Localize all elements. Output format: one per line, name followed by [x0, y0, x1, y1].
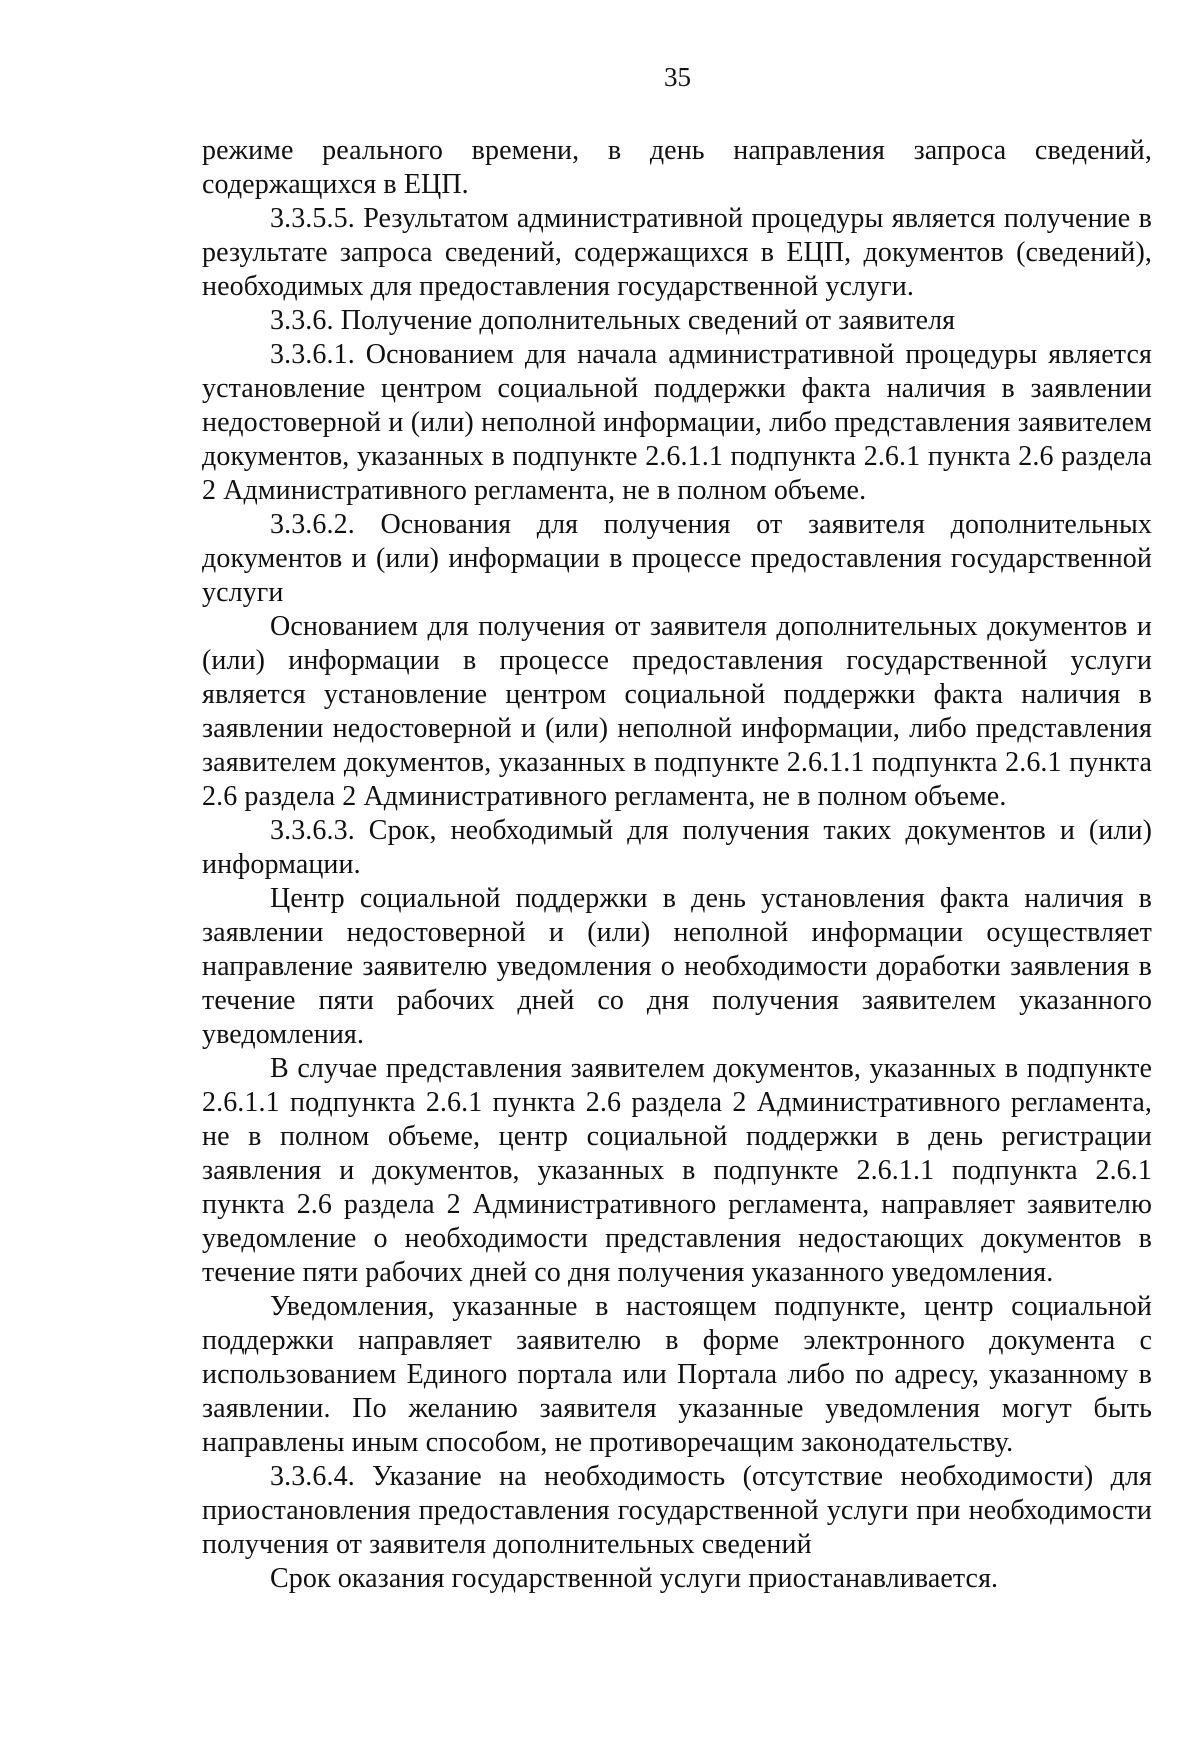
page-number: 35 [664, 62, 691, 92]
paragraph-notification-delivery: Уведомления, указанные в настоящем подпункте, центр социальной поддержки направляет заявителю в форме электронного документа с использованием Единого портала или Портала либо по адресу, указанному в заявлении. По желанию заявителя указанные уведомления могут быть направлены иным способом, не противоречащим законодательству. [202, 1291, 1152, 1458]
paragraph-3-3-6-3: 3.3.6.3. Срок, необходимый для получения таких документов и (или) информации. [202, 815, 1152, 880]
paragraph-continuation: режиме реального времени, в день направления запроса сведений, содержащихся в ЕЦП. [202, 135, 1152, 200]
paragraph-grounds: Основанием для получения от заявителя дополнительных документов и (или) информации в процессе предоставления государственной услуги является установление центром социальной поддержки факта наличия в заявлении недостоверной и (или) неполной информации, либо представления заявителем документов, указанных в подпункте 2.6.1.1 подпункта 2.6.1 пункта 2.6 раздела 2 Административного регламента, не в полном объеме. [202, 611, 1152, 812]
paragraph-suspension: Срок оказания государственной услуги приостанавливается. [270, 1563, 999, 1594]
paragraph-3-3-6-4: 3.3.6.4. Указание на необходимость (отсутствие необходимости) для приостановления предоставления государственной услуги при необходимости получения от заявителя дополнительных сведений [202, 1461, 1152, 1560]
paragraph-3-3-6-1: 3.3.6.1. Основанием для начала административной процедуры является установление центром социальной поддержки факта наличия в заявлении недостоверной и (или) неполной информации, либо представления заявителем документов, указанных в подпункте 2.6.1.1 подпункта 2.6.1 пункта 2.6 раздела 2 Административного регламента, не в полном объеме. [202, 339, 1152, 506]
paragraph-3-3-5-5: 3.3.5.5. Результатом административной процедуры является получение в результате запроса сведений, содержащихся в ЕЦП, документов (сведений), необходимых для предоставления государственной услуги. [202, 203, 1152, 302]
document-body [202, 134, 1152, 1596]
paragraph-incomplete-documents: В случае представления заявителем документов, указанных в подпункте 2.6.1.1 подпункта 2.6.1 пункта 2.6 раздела 2 Административного регламента, не в полном объеме, центр социальной поддержки в день регистрации заявления и документов, указанных в подпункте 2.6.1.1 подпункта 2.6.1 пункта 2.6 раздела 2 Административного регламента, направляет заявителю уведомление о необходимости представления недостающих документов в течение пяти рабочих дней со дня получения указанного уведомления. [202, 1053, 1152, 1288]
section-heading-3-3-6: 3.3.6. Получение дополнительных сведений от заявителя [270, 305, 956, 336]
paragraph-3-3-6-2: 3.3.6.2. Основания для получения от заявителя дополнительных документов и (или) информации в процессе предоставления государственной услуги [202, 509, 1152, 608]
paragraph-center-notification: Центр социальной поддержки в день установления факта наличия в заявлении недостоверной и (или) неполной информации осуществляет направление заявителю уведомления о необходимости доработки заявления в течение пяти рабочих дней со дня получения заявителем указанного уведомления. [202, 883, 1152, 1050]
